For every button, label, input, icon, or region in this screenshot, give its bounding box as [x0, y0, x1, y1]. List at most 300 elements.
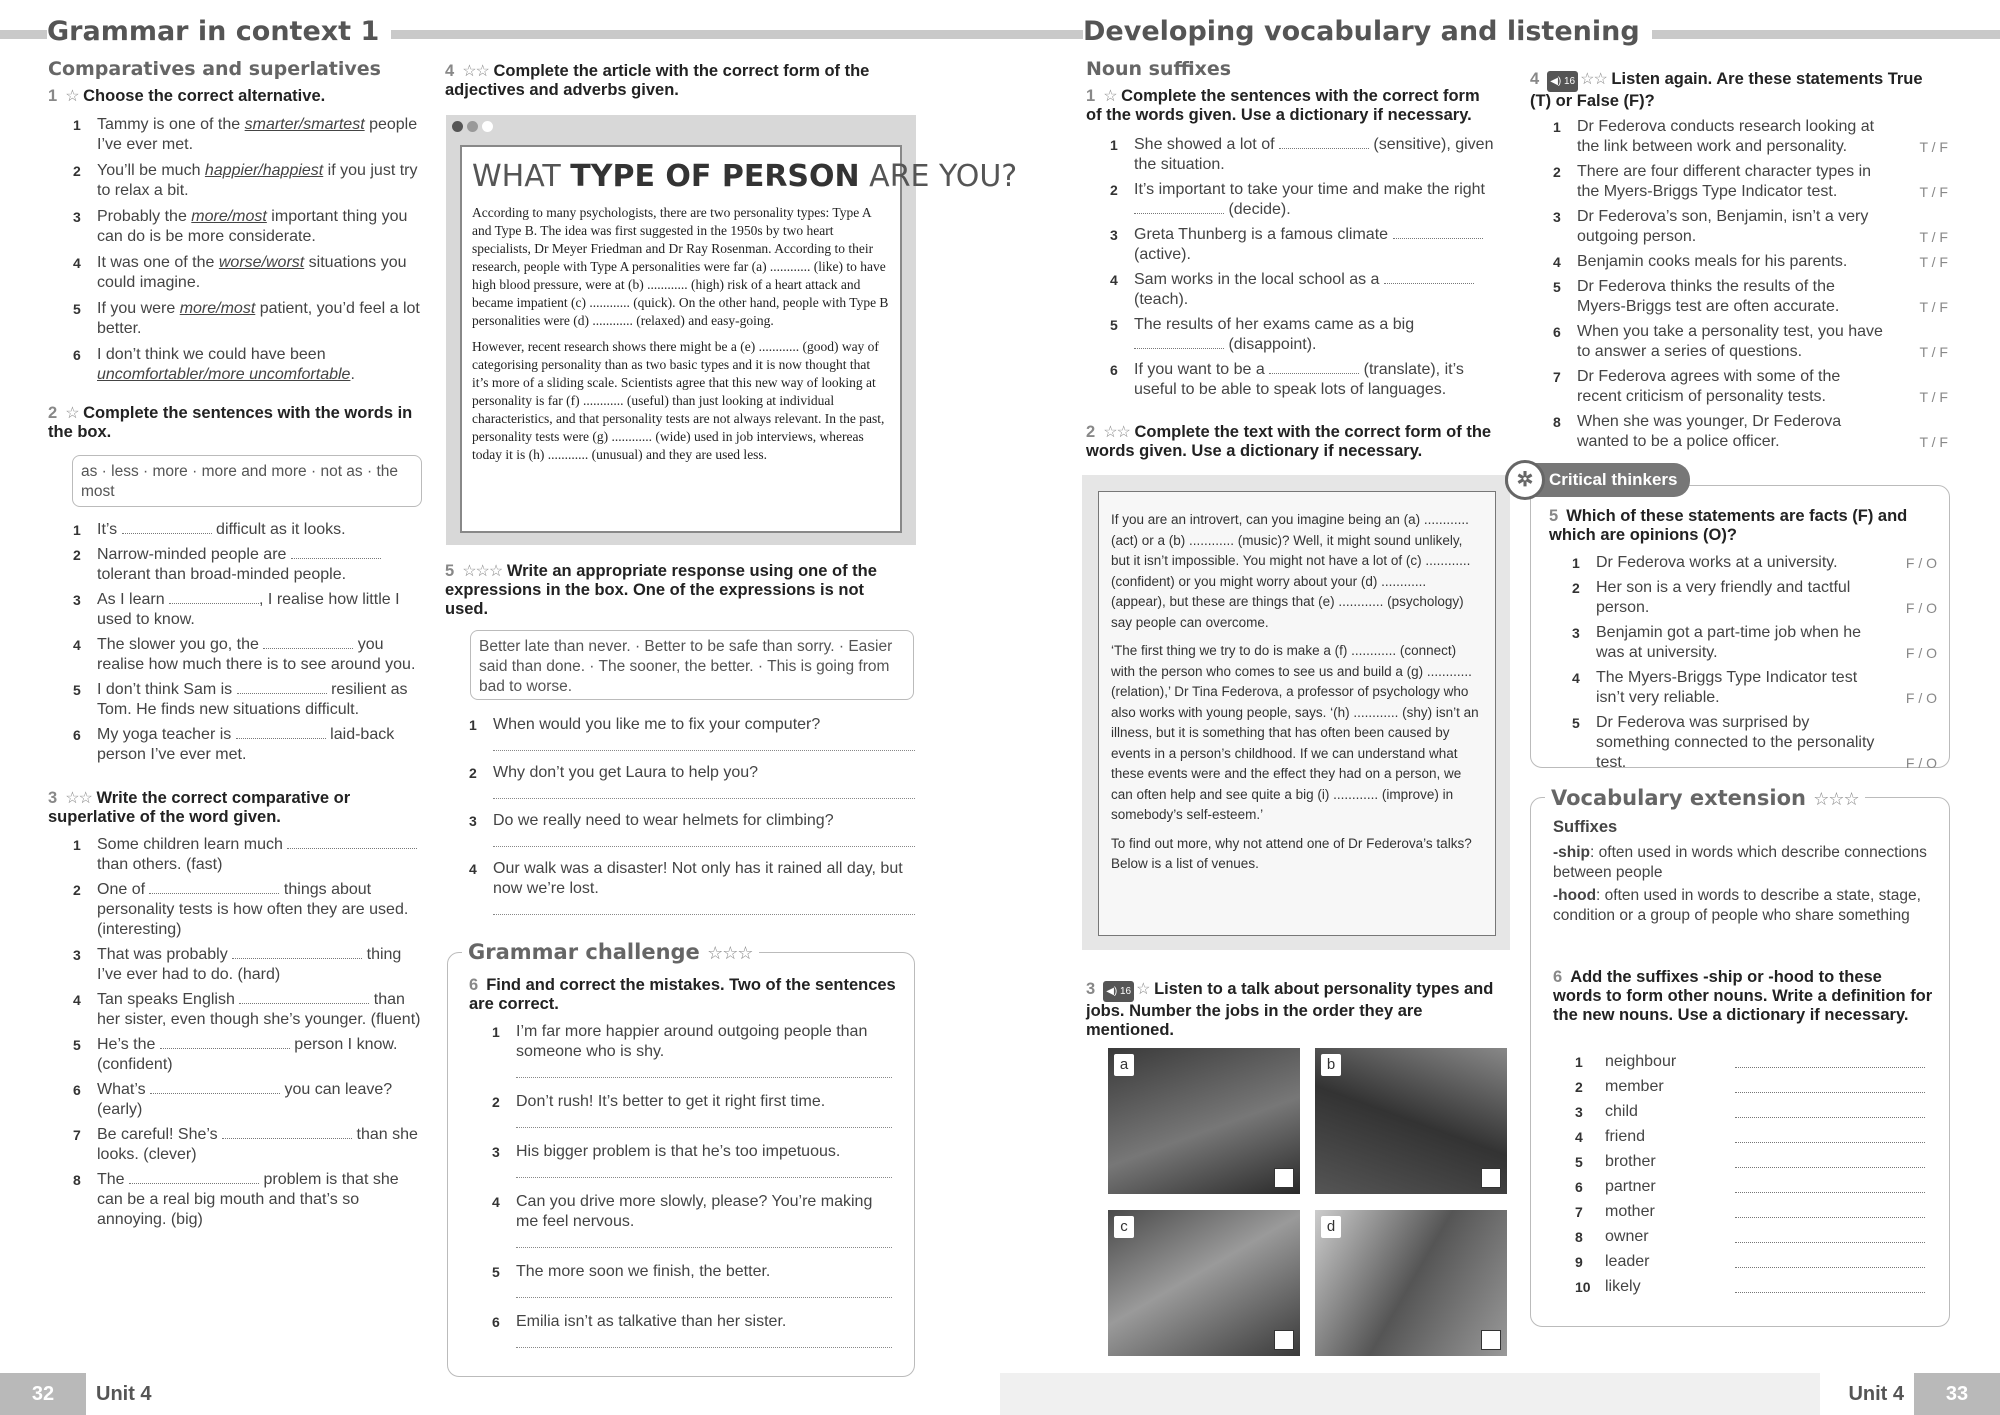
text-paragraph-3: To find out more, why not attend one of Dr Federova’s talks? Below is a list of venues. — [1111, 835, 1472, 871]
item-number: 4 — [73, 992, 81, 1008]
item-text: The — [97, 1171, 130, 1188]
answer-gap[interactable] — [149, 882, 279, 894]
item-text: than she looks. (clever) — [97, 1126, 418, 1163]
list-item — [73, 635, 423, 675]
item-text: owner — [1605, 1228, 1649, 1245]
section-subtitle-right: Noun suffixes — [1086, 58, 1232, 80]
photo-a-chef: a — [1108, 1048, 1300, 1194]
answer-gap[interactable] — [1735, 1281, 1925, 1293]
list-item — [73, 1170, 423, 1230]
answer-gap[interactable] — [1735, 1206, 1925, 1218]
r-exercise-5-items — [1572, 553, 1937, 778]
item-text: leader — [1605, 1253, 1650, 1270]
answer-gap[interactable] — [287, 837, 417, 849]
exercise-1-items — [73, 115, 423, 391]
answer-choice[interactable]: F / O — [1905, 645, 1937, 661]
item-number: 2 — [492, 1094, 500, 1110]
item-text: Probably the — [97, 208, 192, 225]
item-text: One of — [97, 881, 150, 898]
answer-choice[interactable]: F / O — [1905, 755, 1937, 771]
choice-option[interactable]: happier/happiest — [204, 162, 324, 179]
audio-icon[interactable]: ◀) 16 — [1103, 981, 1134, 1002]
answer-line[interactable] — [493, 785, 915, 799]
item-number: 2 — [73, 547, 81, 563]
text-panel — [1082, 475, 1510, 950]
item-text: situations you could imagine. — [97, 254, 407, 291]
list-item — [73, 253, 423, 293]
answer-gap[interactable] — [1735, 1056, 1925, 1068]
list-item — [1572, 623, 1937, 663]
page-title-left: Grammar in context 1 — [47, 16, 391, 47]
answer-line[interactable] — [516, 1164, 892, 1178]
item-text: Tammy is one of the — [97, 116, 245, 133]
answer-gap[interactable] — [150, 1082, 280, 1094]
item-number: 3 — [492, 1144, 500, 1160]
answer-choice[interactable]: T / F — [1919, 139, 1948, 155]
item-number: 1 — [73, 522, 81, 538]
answer-gap[interactable] — [1735, 1231, 1925, 1243]
expressions-box: Better late than never. · Better to be safe than sorry. · Easier said than done. · The sooner, the better. · This is going from bad to worse. — [470, 630, 914, 700]
list-item — [1553, 117, 1948, 157]
brain-icon: ✲ — [1505, 460, 1545, 500]
item-text: When she was younger, Dr Federova wanted to be a police officer. — [1577, 413, 1842, 450]
list-item — [1110, 360, 1500, 400]
answer-choice[interactable]: T / F — [1919, 184, 1948, 200]
item-text: When you take a personality test, you have to answer a series of questions. — [1577, 323, 1883, 360]
item-text: That was probably — [97, 946, 233, 963]
answer-line[interactable] — [516, 1334, 892, 1348]
choice-option[interactable]: uncomfortabler/more uncomfortable — [97, 366, 351, 383]
list-item — [1575, 1102, 1930, 1122]
list-item — [492, 1192, 892, 1232]
list-item — [73, 299, 423, 339]
list-item — [73, 520, 423, 540]
list-item — [73, 880, 423, 940]
list-item — [1553, 367, 1948, 407]
item-text: (decide). — [1224, 201, 1291, 218]
suffixes-heading: Suffixes — [1553, 818, 1618, 836]
list-item — [73, 945, 423, 985]
item-text: Our walk was a disaster! Not only has it rained all day, but now we’re lost. — [493, 860, 903, 897]
list-item — [73, 680, 423, 720]
r-exercise-1-items — [1110, 135, 1500, 405]
item-text: She showed a lot of — [1134, 136, 1279, 153]
item-text: neighbour — [1605, 1053, 1677, 1070]
item-number: 5 — [1575, 1154, 1583, 1170]
list-item — [1110, 270, 1500, 310]
list-item — [73, 1080, 423, 1120]
answer-gap[interactable] — [160, 1037, 290, 1049]
item-text: Narrow-minded people are — [97, 546, 291, 563]
answer-gap[interactable] — [1735, 1181, 1925, 1193]
item-number: 3 — [469, 813, 477, 829]
photo-d-scientist: d — [1315, 1210, 1507, 1356]
list-item — [492, 1092, 892, 1112]
item-number: 6 — [73, 727, 81, 743]
text-paragraph-2: ‘The first thing we try to do is make a (f) ............ (connect) with the person who comes to see us and build a (g) ............ (relation),’ Dr Tina Federova, a professor of psychology who also works with young people, says. ‘(h) ............ (shy) isn’t an illness, but it is something that has often been caused by events in a person’s childhood. If we can understand what these events were and the effect they had on a person, we can often help and see quite a big (i) ............ (improve) in somebody’s self-esteem.’ — [1111, 643, 1479, 822]
item-number: 6 — [73, 1082, 81, 1098]
list-item — [1575, 1177, 1930, 1197]
item-text: Benjamin got a part-time job when he was at university. — [1596, 624, 1862, 661]
photo-b-checkbox[interactable] — [1481, 1168, 1501, 1188]
item-text: Be careful! She’s — [97, 1126, 223, 1143]
list-item — [1553, 412, 1948, 452]
list-item — [1575, 1152, 1930, 1172]
item-text: (teach). — [1134, 291, 1189, 308]
item-text: . — [350, 366, 355, 383]
item-text: There are four different character types in the Myers-Briggs Type Indicator test. — [1577, 163, 1872, 200]
item-text: Greta Thunberg is a famous climate — [1134, 226, 1393, 243]
item-number: 4 — [73, 255, 81, 271]
footer-unit-right: Unit 4 — [1820, 1373, 1914, 1415]
choice-option[interactable]: more/most — [191, 208, 267, 225]
answer-gap[interactable] — [169, 592, 259, 604]
article-paragraph-1: According to many psychologists, there are two personality types: Type A and Type B. The idea was first suggested in the 1950s by two heart specialists, Dr Meyer Friedman and Dr Ray Rosenman. According to their research, people with Type A personalities were far (a) ............ (like) to have high blood pressure, were at (b) ............ (high) risk of a heart attack and became impatient (c) ............ (quick). On the other hand, people with Type B personalities were (d) ............ (relaxed) and easy-going. — [472, 205, 889, 328]
item-number: 3 — [73, 592, 81, 608]
photo-a-checkbox[interactable] — [1274, 1168, 1294, 1188]
item-number: 1 — [1110, 137, 1118, 153]
item-text: The slower you go, the — [97, 636, 264, 653]
answer-gap[interactable] — [1735, 1256, 1925, 1268]
word-box: as · less · more · more and more · not as · the most — [72, 455, 422, 507]
item-number: 4 — [1110, 272, 1118, 288]
answer-choice[interactable]: F / O — [1905, 600, 1937, 616]
item-number: 1 — [469, 717, 477, 733]
item-text: If you were — [97, 300, 180, 317]
list-item — [1572, 713, 1937, 773]
answer-line[interactable] — [493, 901, 915, 915]
exercise-6-instruction: 6 Find and correct the mistakes. Two of the sentences are correct. — [469, 976, 896, 1013]
answer-gap[interactable] — [232, 947, 362, 959]
list-item — [1575, 1077, 1930, 1097]
item-number: 5 — [73, 682, 81, 698]
list-item — [73, 161, 423, 201]
list-item — [469, 763, 915, 783]
item-number: 5 — [1572, 715, 1580, 731]
item-text: thing I’ve ever had to do. (hard) — [97, 946, 402, 983]
answer-gap[interactable] — [1134, 202, 1224, 214]
item-text: , I realise how little I used to know. — [97, 591, 400, 628]
answer-choice[interactable]: T / F — [1919, 389, 1948, 405]
item-number: 5 — [1110, 317, 1118, 333]
answer-gap[interactable] — [236, 727, 326, 739]
item-text: Dr Federova thinks the results of the Myers-Briggs test are often accurate. — [1577, 278, 1840, 315]
list-item — [73, 990, 423, 1030]
item-number: 2 — [1575, 1079, 1583, 1095]
item-number: 4 — [492, 1194, 500, 1210]
list-item — [73, 1125, 423, 1165]
item-text: Benjamin cooks meals for his parents. — [1577, 253, 1848, 270]
answer-gap[interactable] — [1384, 272, 1474, 284]
answer-gap[interactable] — [263, 637, 353, 649]
item-text: The Myers-Briggs Type Indicator test isn’t very reliable. — [1596, 669, 1858, 706]
list-item — [1110, 180, 1500, 220]
text-paragraph-1: If you are an introvert, can you imagine being an (a) ............ (act) or a (b) ............ (music)? Well, it might sound unlikely, but it isn’t impossible. You might not have a lot of (c) ............ (confident) or you might worry about your (d) ............ (appear), but these are things that (e) ............ (psychology) say people can overcome. — [1111, 512, 1471, 630]
item-number: 3 — [73, 947, 81, 963]
answer-gap[interactable] — [122, 522, 212, 534]
item-number: 5 — [73, 301, 81, 317]
item-number: 7 — [73, 1127, 81, 1143]
answer-choice[interactable]: T / F — [1919, 299, 1948, 315]
list-item — [492, 1262, 892, 1282]
page-title-right: Developing vocabulary and listening — [1083, 16, 1652, 47]
item-text: likely — [1605, 1278, 1641, 1295]
answer-gap[interactable] — [237, 682, 327, 694]
article-title: WHAT TYPE OF PERSON ARE YOU? — [472, 159, 1018, 194]
list-item — [73, 345, 423, 385]
exercise-2-items — [73, 520, 423, 770]
grammar-challenge-title: Grammar challenge ☆☆☆ — [462, 940, 759, 964]
item-text: Why don’t you get Laura to help you? — [493, 764, 759, 781]
answer-line[interactable] — [493, 833, 915, 847]
item-text: He’s the — [97, 1036, 160, 1053]
item-number: 1 — [492, 1024, 500, 1040]
item-text: Sam works in the local school as a — [1134, 271, 1384, 288]
item-number: 2 — [73, 882, 81, 898]
item-text: Dr Federova’s son, Benjamin, isn’t a very outgoing person. — [1577, 208, 1869, 245]
item-number: 1 — [1553, 119, 1561, 135]
item-text: My yoga teacher is — [97, 726, 236, 743]
r-exercise-6-instruction: 6 Add the suffixes -ship or -hood to these words to form other nouns. Write a definition for the new nouns. Use a dictionary if necessary. — [1553, 968, 1933, 1024]
item-text: than her sister, even though she’s younger. (fluent) — [97, 991, 421, 1028]
item-text: tolerant than broad-minded people. — [97, 566, 347, 583]
photo-c-checkbox[interactable] — [1274, 1330, 1294, 1350]
item-number: 1 — [1572, 555, 1580, 571]
list-item — [73, 545, 423, 585]
list-item — [73, 725, 423, 765]
answer-choice[interactable]: T / F — [1919, 434, 1948, 450]
item-text: As I learn — [97, 591, 170, 608]
item-text: Dr Federova conducts research looking at the link between work and personality. — [1577, 118, 1875, 155]
answer-choice[interactable]: T / F — [1919, 254, 1948, 270]
list-item — [469, 859, 915, 899]
list-item — [492, 1142, 892, 1162]
item-text: important thing you can do is be more considerate. — [97, 208, 408, 245]
list-item — [1553, 207, 1948, 247]
item-number: 2 — [1110, 182, 1118, 198]
exercise-3-items — [73, 835, 423, 1235]
list-item — [1575, 1202, 1930, 1222]
hood-definition: -hood: often used in words to describe a state, stage, condition or a group of people who share something — [1553, 887, 1921, 924]
list-item — [73, 835, 423, 875]
list-item — [1553, 322, 1948, 362]
item-text: The results of her exams came as a big — [1134, 316, 1415, 333]
r-exercise-3-instruction: 3 ◀) 16 ☆ Listen to a talk about personality types and jobs. Number the jobs in the order they are mentioned. — [1086, 980, 1494, 1039]
item-number: 5 — [73, 1037, 81, 1053]
item-number: 6 — [1110, 362, 1118, 378]
choice-option[interactable]: more/most — [179, 300, 256, 317]
item-text: It was one of the — [97, 254, 219, 271]
answer-gap[interactable] — [1279, 137, 1369, 149]
item-number: 2 — [469, 765, 477, 781]
list-item — [73, 590, 423, 630]
list-item — [469, 715, 915, 735]
answer-line[interactable] — [516, 1234, 892, 1248]
item-text: Emilia isn’t as talkative than her sister. — [516, 1313, 787, 1330]
item-text: Do we really need to wear helmets for climbing? — [493, 812, 834, 829]
item-text: mother — [1605, 1203, 1655, 1220]
item-number: 4 — [1572, 670, 1580, 686]
list-item — [492, 1022, 892, 1062]
item-text: Tan speaks English — [97, 991, 240, 1008]
list-item — [469, 811, 915, 831]
item-text: things about personality tests is how often they are used. (interesting) — [97, 881, 409, 938]
item-text: Dr Federova works at a university. — [1596, 554, 1838, 571]
footer-unit-left: Unit 4 — [86, 1373, 196, 1415]
item-text: If you want to be a — [1134, 361, 1270, 378]
list-item — [1553, 162, 1948, 202]
list-item — [73, 1035, 423, 1075]
answer-choice[interactable]: F / O — [1905, 690, 1937, 706]
item-text: person I know. (confident) — [97, 1036, 398, 1073]
item-text: (disappoint). — [1224, 336, 1317, 353]
item-number: 6 — [492, 1314, 500, 1330]
list-item — [1572, 553, 1937, 573]
item-text: friend — [1605, 1128, 1646, 1145]
list-item — [73, 207, 423, 247]
item-number: 6 — [1553, 324, 1561, 340]
item-text: you can leave? (early) — [97, 1081, 393, 1118]
item-text: you realise how much there is to see around you. — [97, 636, 416, 673]
answer-gap[interactable] — [1735, 1081, 1925, 1093]
item-text: You’ll be much — [97, 162, 205, 179]
photo-c-office: c — [1108, 1210, 1300, 1356]
r-exercise-5-instruction: 5 Which of these statements are facts (F) and which are opinions (O)? — [1549, 507, 1908, 544]
answer-choice[interactable]: T / F — [1919, 344, 1948, 360]
choice-option[interactable]: smarter/smartest — [244, 116, 365, 133]
list-item — [1575, 1277, 1930, 1297]
r-exercise-4-items — [1553, 117, 1948, 457]
item-text: people I’ve ever met. — [97, 116, 418, 153]
item-text: patient, you’d feel a lot better. — [97, 300, 420, 337]
item-number: 3 — [1575, 1104, 1583, 1120]
answer-gap[interactable] — [1735, 1106, 1925, 1118]
item-number: 10 — [1575, 1279, 1591, 1295]
vocab-extension-title: Vocabulary extension ☆☆☆ — [1545, 786, 1865, 810]
r-exercise-1-instruction: 1 ☆ Complete the sentences with the correct form of the words given. Use a dictionary if necessary. — [1086, 87, 1480, 124]
item-text: (sensitive), given the situation. — [1134, 136, 1494, 173]
answer-gap[interactable] — [1393, 227, 1483, 239]
choice-option[interactable]: worse/worst — [218, 254, 305, 271]
list-item — [1553, 252, 1948, 272]
exercise-3-instruction: 3 ☆☆ Write the correct comparative or superlative of the word given. — [48, 789, 351, 826]
section-subtitle: Comparatives and superlatives — [48, 58, 381, 80]
item-number: 5 — [1553, 279, 1561, 295]
item-text: Dr Federova was surprised by something connected to the personality test. — [1596, 714, 1875, 771]
r-exercise-4-instruction: 4 ◀) 16 ☆☆ Listen again. Are these statements True (T) or False (F)? — [1530, 70, 1923, 110]
item-number: 8 — [73, 1172, 81, 1188]
item-text: What’s — [97, 1081, 151, 1098]
answer-gap[interactable] — [291, 547, 381, 559]
answer-line[interactable] — [516, 1114, 892, 1128]
answer-gap[interactable] — [1134, 337, 1224, 349]
item-number: 8 — [1575, 1229, 1583, 1245]
item-text: resilient as Tom. He finds new situations difficult. — [97, 681, 408, 718]
photo-d-checkbox[interactable] — [1481, 1330, 1501, 1350]
item-text: I’m far more happier around outgoing people than someone who is shy. — [516, 1023, 868, 1060]
item-text: When would you like me to fix your computer? — [493, 716, 821, 733]
item-number: 2 — [1572, 580, 1580, 596]
item-text: Her son is a very friendly and tactful person. — [1596, 579, 1851, 616]
footer-right — [1914, 1373, 2000, 1415]
answer-line[interactable] — [516, 1284, 892, 1298]
item-number: 6 — [73, 347, 81, 363]
answer-line[interactable] — [516, 1064, 892, 1078]
item-text: I don’t think we could have been — [97, 346, 326, 363]
answer-choice[interactable]: F / O — [1905, 555, 1937, 571]
item-number: 3 — [1572, 625, 1580, 641]
answer-gap[interactable] — [239, 992, 369, 1004]
photo-b-police-officer: b — [1315, 1048, 1507, 1194]
answer-gap[interactable] — [129, 1172, 259, 1184]
page-number-left: 32 — [31, 1383, 55, 1405]
list-item — [492, 1312, 892, 1332]
item-text: Don’t rush! It’s better to get it right first time. — [516, 1093, 826, 1110]
footer-left — [0, 1373, 86, 1415]
item-text: The more soon we finish, the better. — [516, 1263, 771, 1280]
list-item — [1110, 315, 1500, 355]
list-item — [73, 115, 423, 155]
audio-icon[interactable]: ◀) 16 — [1547, 71, 1578, 92]
item-number: 3 — [1110, 227, 1118, 243]
exercise-5-instruction: 5 ☆☆☆ Write an appropriate response using one of the expressions in the box. One of the expressions is not used. — [445, 562, 877, 618]
article-window — [446, 115, 1018, 545]
item-number: 4 — [1575, 1129, 1583, 1145]
item-number: 4 — [73, 637, 81, 653]
list-item — [1575, 1127, 1930, 1147]
item-text: problem is that she can be a real big mouth and that’s so annoying. (big) — [97, 1171, 399, 1228]
item-number: 7 — [1575, 1204, 1583, 1220]
item-text: It’s — [97, 521, 122, 538]
ship-definition: -ship: often used in words which describe connections between people — [1553, 844, 1927, 881]
item-text: difficult as it looks. — [211, 521, 346, 538]
item-text: partner — [1605, 1178, 1656, 1195]
exercise-2-instruction: 2 ☆ Complete the sentences with the words in the box. — [48, 404, 413, 441]
item-number: 3 — [1553, 209, 1561, 225]
exercise-5-items — [469, 715, 915, 927]
answer-line[interactable] — [493, 737, 915, 751]
item-text: child — [1605, 1103, 1638, 1120]
answer-gap[interactable] — [1269, 362, 1359, 374]
item-number: 3 — [73, 209, 81, 225]
critical-thinkers-badge: ✲ Critical thinkers — [1505, 463, 1690, 497]
item-text: It’s important to take your time and make the right — [1134, 181, 1485, 198]
article-paragraph-2: However, recent research shows there might be a (e) ............ (good) way of categorising personality than as two basic types and it is now thought that it’s more of a sliding scale. Scientists agree that this new way of looking at personality is far (f) ............ (useful) than just looking at individual characteristics, and that personality tests are not always relevant. In the past, personality tests were (g) ............ (wide) used in job interviews, whereas today it is (h) ............ (unusual) and they are used less. — [472, 339, 885, 462]
item-number: 2 — [1553, 164, 1561, 180]
item-text: member — [1605, 1078, 1664, 1095]
item-number: 1 — [73, 117, 81, 133]
item-number: 9 — [1575, 1254, 1583, 1270]
list-item — [1110, 225, 1500, 265]
list-item — [1575, 1052, 1930, 1072]
r-exercise-2-instruction: 2 ☆☆ Complete the text with the correct form of the words given. Use a dictionary if necessary. — [1086, 423, 1492, 460]
item-number: 4 — [469, 861, 477, 877]
item-number: 8 — [1553, 414, 1561, 430]
item-number: 7 — [1553, 369, 1561, 385]
page-number-right: 33 — [1945, 1383, 1969, 1405]
item-text: laid-back person I’ve ever met. — [97, 726, 395, 763]
item-text: I don’t think Sam is — [97, 681, 237, 698]
answer-gap[interactable] — [1735, 1156, 1925, 1168]
answer-choice[interactable]: T / F — [1919, 229, 1948, 245]
answer-gap[interactable] — [222, 1127, 352, 1139]
item-text: His bigger problem is that he’s too impetuous. — [516, 1143, 841, 1160]
answer-gap[interactable] — [1735, 1131, 1925, 1143]
item-text: Some children learn much — [97, 836, 288, 853]
item-text: (translate), it’s useful to be able to speak lots of languages. — [1134, 361, 1464, 398]
list-item — [1575, 1252, 1930, 1272]
item-text: Dr Federova agrees with some of the recent criticism of personality tests. — [1577, 368, 1841, 405]
